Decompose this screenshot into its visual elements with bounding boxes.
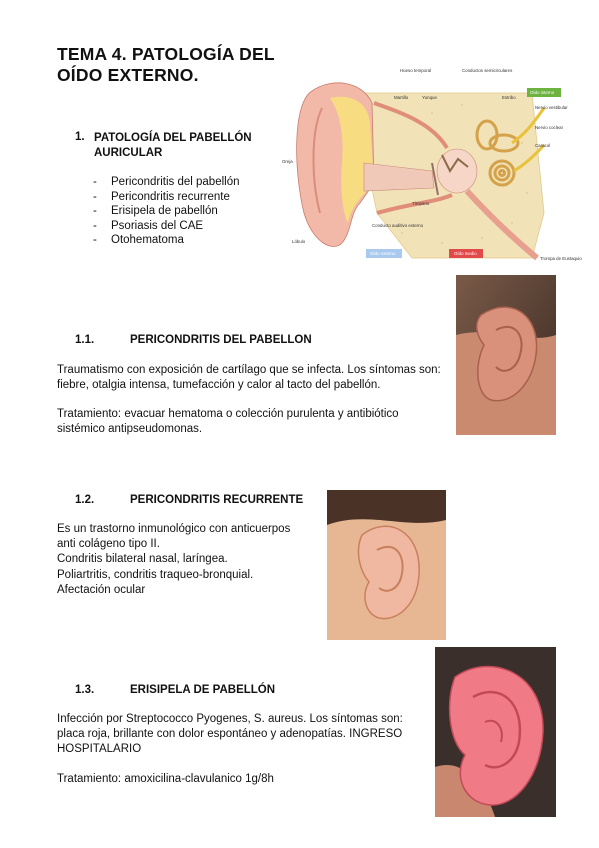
ear-photo-pericondritis [456, 275, 556, 435]
section-number: 1. [75, 131, 85, 143]
label-conductos: Conductos semicirculares [462, 68, 513, 73]
paragraph-line: Es un trastorno inmunológico con anticuerpos [57, 523, 291, 535]
subsection-number: 1.2. [75, 494, 95, 506]
label-martillo: Martillo [394, 95, 409, 100]
subsection-number: 1.1. [75, 334, 95, 346]
list-item: - Pericondritis recurrente [93, 190, 240, 205]
paragraph-line: Afectación ocular [57, 583, 146, 596]
label-oido-medio: Oído medio [454, 251, 477, 256]
label-hueso-temporal: Hueso temporal [400, 68, 431, 73]
label-lobulo: Lóbulo [292, 239, 306, 244]
subsection-number: 1.3. [75, 684, 95, 696]
label-nervio-coclear: Nervio coclear [535, 125, 564, 130]
label-conducto: Conducto auditivo externo [372, 223, 424, 228]
ear-photo-recurrent [327, 490, 446, 640]
subsection-title: PERICONDRITIS RECURRENTE [130, 494, 304, 506]
label-trompa: Trompa de Eustaquio [540, 256, 582, 261]
label-caracol: Caracol [535, 143, 551, 148]
paragraph-line: Poliartritis, condritis traqueo-bronquial. [57, 568, 254, 581]
label-oreja: Oreja [282, 159, 293, 164]
ear-anatomy-diagram [282, 63, 582, 273]
label-timpano: Tímpano [412, 201, 430, 206]
list-item: - Pericondritis del pabellón [93, 175, 240, 190]
paragraph: Tratamiento: amoxicilina-clavulanico 1g/8h [57, 773, 274, 785]
list-item: - Otohematoma [93, 233, 240, 248]
paragraph-block [57, 522, 327, 598]
list-item: - Erisipela de pabellón [93, 204, 240, 219]
list-item: - Psoriasis del CAE [93, 219, 240, 234]
pathology-list [93, 175, 240, 248]
paragraph-line: Condritis bilateral nasal, laríngea. [57, 553, 228, 566]
label-estribo: Estribo [502, 95, 516, 100]
subsection-title: ERISIPELA DE PABELLÓN [130, 684, 276, 696]
label-nervio-vestibular: Nervio vestibular [535, 105, 568, 110]
label-yunque: Yunque [422, 95, 437, 100]
page-title: TEMA 4. PATOLOGÍA DEL OÍDO EXTERNO. [57, 44, 275, 85]
paragraph-line: anti colágeno tipo II. [57, 538, 160, 551]
section-title: PATOLOGÍA DEL PABELLÓN AURICULAR [94, 132, 252, 159]
paragraph: Infección por Streptococco Pyogenes, S. aureus. Los síntomas son: placa roja, brillante con dolor espontáneo y adenopatías. INGRESO HOSPITALARIO [57, 713, 403, 756]
paragraph: Tratamiento: evacuar hematoma o colección purulenta y antibiótico sistémico antipseudomonas. [57, 408, 399, 436]
label-oido-externo: Oído externo [370, 251, 396, 256]
ear-photo-erisipela [435, 647, 556, 817]
paragraph: Traumatismo con exposición de cartílago que se infecta. Los síntomas son: fiebre, otalgia intensa, tumefacción y calor al tacto del pabellón. [57, 364, 441, 392]
label-oido-interno: Oído interno [530, 90, 555, 95]
subsection-title: PERICONDRITIS DEL PABELLON [130, 334, 312, 346]
